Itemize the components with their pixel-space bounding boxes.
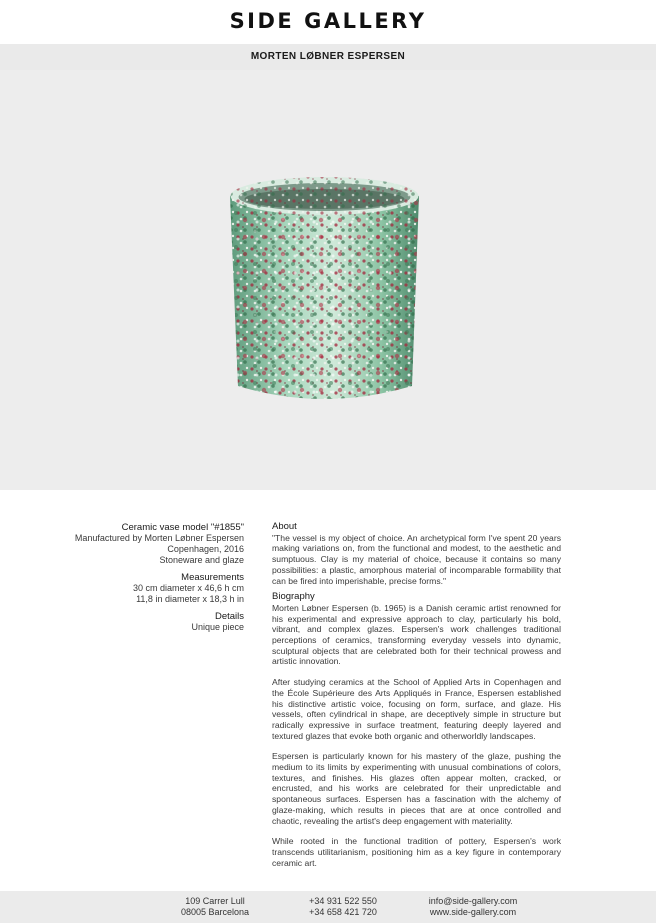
- footer: [0, 891, 656, 923]
- website-link[interactable]: www.side-gallery.com: [429, 907, 517, 917]
- measurements-heading: Measurements: [181, 572, 244, 583]
- address-line: 109 Carrer Lull: [185, 896, 245, 906]
- biography-paragraph: Espersen is particularly known for his mastery of the glaze, pushing the medium to its limits by experimenting with unusual combinations of colors, textures, and finishes. His glazes often appear molten, cracked, or encrusted, and his works are celebrated for their unpredictable and spontaneous surfaces. Espersen has a fascination with the alchemy of glaze-making, which results in pieces that are at once controlled and chaotic, revealing the artist's deep engagement with materiality.: [272, 751, 561, 826]
- hero-image-area: [0, 70, 656, 490]
- biography-paragraph: While rooted in the functional tradition of pottery, Espersen's work transcends utilitarianism, positioning him as a key figure in contemporary ceramic art.: [272, 836, 561, 868]
- footer-contact: [418, 896, 528, 918]
- artwork-title: Ceramic vase model "#1855": [121, 522, 244, 533]
- details-heading: Details: [214, 611, 244, 622]
- brand-logo[interactable]: SIDE GALLERY: [229, 9, 427, 33]
- footer-phones: [298, 896, 388, 918]
- biography-heading: Biography: [272, 591, 315, 603]
- biography-paragraph: Morten Løbner Espersen (b. 1965) is a Danish ceramic artist renowned for his experimental and expressive approach to clay, particularly his bold, vibrant, and complex glazes. Espersen's work challenges traditional perceptions of ceramics, transforming everyday vessels into dynamic, sculptural objects that are celebrated both for their technical prowess and artistic innovation.: [272, 602, 561, 667]
- artwork-details: [24, 522, 244, 639]
- footer-address: [160, 896, 270, 918]
- header: [0, 0, 656, 44]
- artist-bar: [0, 44, 656, 70]
- about-heading: About: [272, 521, 297, 532]
- measurements-cm: 30 cm diameter x 46,6 h cm: [132, 583, 244, 593]
- phone-number[interactable]: +34 658 421 720: [309, 907, 377, 917]
- text-column: [272, 522, 561, 878]
- place-year: Copenhagen, 2016: [167, 544, 244, 554]
- biography-paragraph: After studying ceramics at the School of Applied Arts in Copenhagen and the École Supérieure des Arts Appliqués in France, Espersen established his distinctive artistic voice, focusing on form, surface, and glaze. His vessels, often cylindrical in shape, are deceptively simple in structure but radically expressive in surface treatment, featuring deeply layered and textured glazes that evoke both organic and otherworldly landscapes.: [272, 677, 561, 741]
- artist-name: MORTEN LØBNER ESPERSEN: [250, 51, 406, 62]
- manufacturer: Manufactured by Morten Løbner Espersen: [74, 533, 244, 543]
- ceramic-vase-photo: [222, 174, 427, 406]
- address-line: 08005 Barcelona: [180, 907, 250, 917]
- details-value: Unique piece: [191, 622, 244, 632]
- material: Stoneware and glaze: [159, 555, 244, 565]
- email-link[interactable]: info@side-gallery.com: [428, 896, 518, 906]
- measurements-in: 11,8 in diameter x 18,3 h in: [136, 594, 244, 604]
- about-text: "The vessel is my object of choice. An archetypical form I've spent 20 years making variations on, from the functional and modest, to the aesthetic and sumptuous. Clay is my material of choice, because it contains so many possibilities: a plastic, amorphous material of incomparable formability that can be fired into imperishable, precise forms.": [272, 532, 561, 586]
- phone-number[interactable]: +34 931 522 550: [309, 896, 377, 906]
